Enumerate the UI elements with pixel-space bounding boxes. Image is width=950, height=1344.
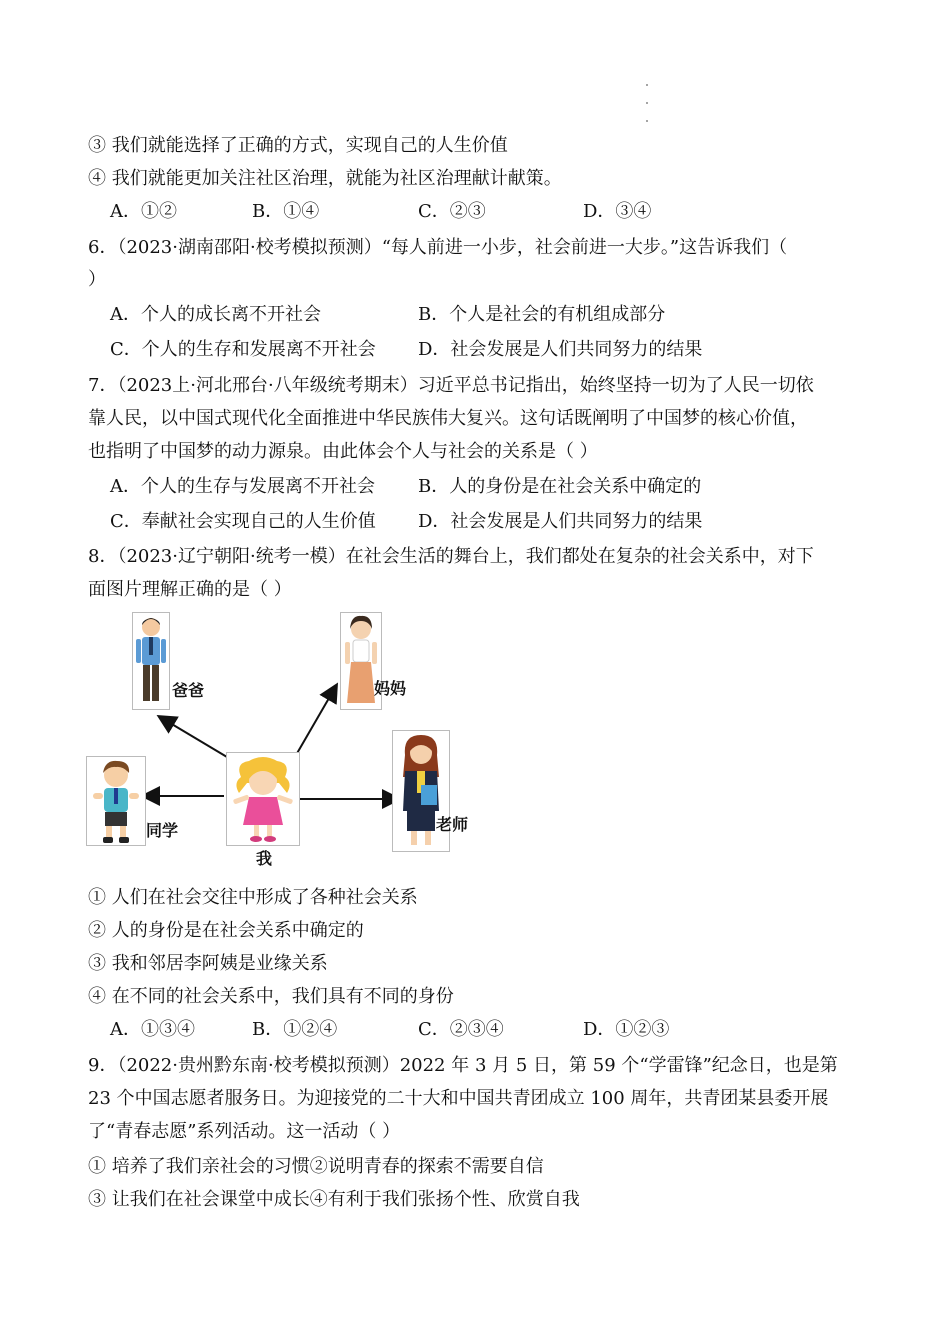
q9-statements-3-4: ③ 让我们在社会课堂中成长④有利于我们张扬个性、欣赏自我 bbox=[88, 1189, 580, 1210]
me-figure bbox=[226, 752, 300, 846]
q7-option-b[interactable]: B．人的身份是在社会关系中确定的 bbox=[418, 476, 702, 497]
q7-stem-line-3: 也指明了中国梦的动力源泉。由此体会个人与社会的关系是（ ） bbox=[88, 441, 598, 462]
q8-stem-line-1: 8．（2023·辽宁朝阳·统考一模）在社会生活的舞台上，我们都处在复杂的社会关系中，对下 bbox=[88, 546, 814, 567]
q9-stem-line-3: 了“青春志愿”系列活动。这一活动（ ） bbox=[88, 1121, 401, 1142]
q8-option-a[interactable]: A．①③④ bbox=[110, 1019, 195, 1040]
q8-stem-line-2: 面图片理解正确的是（ ） bbox=[88, 579, 292, 600]
q6-option-a[interactable]: A．个人的成长离不开社会 bbox=[110, 304, 321, 325]
q6-stem-line-1: 6．（2023·湖南邵阳·校考模拟预测）“每人前进一小步，社会前进一大步。”这告诉我们（ bbox=[88, 237, 788, 258]
me-label: 我 bbox=[256, 849, 273, 868]
q5-option-a[interactable]: A．①② bbox=[110, 201, 177, 222]
q7-option-d[interactable]: D．社会发展是人们共同努力的结果 bbox=[418, 511, 703, 532]
classmate-figure bbox=[86, 756, 146, 846]
me-icon bbox=[227, 753, 299, 845]
mom-label: 妈妈 bbox=[374, 679, 407, 698]
q7-stem-line-1: 7．（2023上·河北邢台·八年级统考期末）习近平总书记指出，始终坚持一切为了人民一切依 bbox=[88, 375, 814, 396]
q8-statement-4: ④ 在不同的社会关系中，我们具有不同的身份 bbox=[88, 986, 454, 1007]
q9-stem-line-2: 23 个中国志愿者服务日。为迎接党的二十大和中国共青团成立 100 周年，共青团某县委开展 bbox=[88, 1088, 829, 1109]
q5-statement-4: ④ 我们就能更加关注社区治理，就能为社区治理献计献策。 bbox=[88, 168, 562, 189]
q7-option-c[interactable]: C．奉献社会实现自己的人生价值 bbox=[110, 511, 376, 532]
q8-statement-2: ② 人的身份是在社会关系中确定的 bbox=[88, 920, 364, 941]
dad-icon bbox=[133, 613, 169, 709]
q9-stem-line-1: 9．（2022·贵州黔东南·校考模拟预测）2022 年 3 月 5 日，第 59 个“学雷锋”纪念日，也是第 bbox=[88, 1055, 838, 1076]
q9-statements-1-2: ① 培养了我们亲社会的习惯②说明青春的探索不需要自信 bbox=[88, 1156, 544, 1177]
q8-option-b[interactable]: B．①②④ bbox=[252, 1019, 338, 1040]
q8-option-d[interactable]: D．①②③ bbox=[583, 1019, 670, 1040]
header-dots bbox=[646, 84, 650, 138]
classmate-icon bbox=[87, 757, 145, 845]
q6-option-c[interactable]: C．个人的生存和发展离不开社会 bbox=[110, 339, 376, 360]
social-relations-figure bbox=[86, 606, 486, 868]
dad-label: 爸爸 bbox=[172, 681, 205, 700]
q7-stem-line-2: 靠人民，以中国式现代化全面推进中华民族伟大复兴。这句话既阐明了中国梦的核心价值， bbox=[88, 408, 808, 429]
q5-option-d[interactable]: D．③④ bbox=[583, 201, 652, 222]
q8-option-c[interactable]: C．②③④ bbox=[418, 1019, 504, 1040]
q7-option-a[interactable]: A．个人的生存与发展离不开社会 bbox=[110, 476, 375, 497]
q8-statement-1: ① 人们在社会交往中形成了各种社会关系 bbox=[88, 887, 418, 908]
q5-option-c[interactable]: C．②③ bbox=[418, 201, 486, 222]
classmate-label: 同学 bbox=[146, 821, 179, 840]
q6-stem-line-2: ） bbox=[88, 269, 106, 290]
q5-statement-3: ③ 我们就能选择了正确的方式，实现自己的人生价值 bbox=[88, 135, 508, 156]
q6-option-d[interactable]: D．社会发展是人们共同努力的结果 bbox=[418, 339, 703, 360]
q8-statement-3: ③ 我和邻居李阿姨是业缘关系 bbox=[88, 953, 328, 974]
q5-option-b[interactable]: B．①④ bbox=[252, 201, 320, 222]
teacher-label: 老师 bbox=[436, 815, 469, 834]
dad-figure bbox=[132, 612, 170, 710]
q6-option-b[interactable]: B．个人是社会的有机组成部分 bbox=[418, 304, 666, 325]
